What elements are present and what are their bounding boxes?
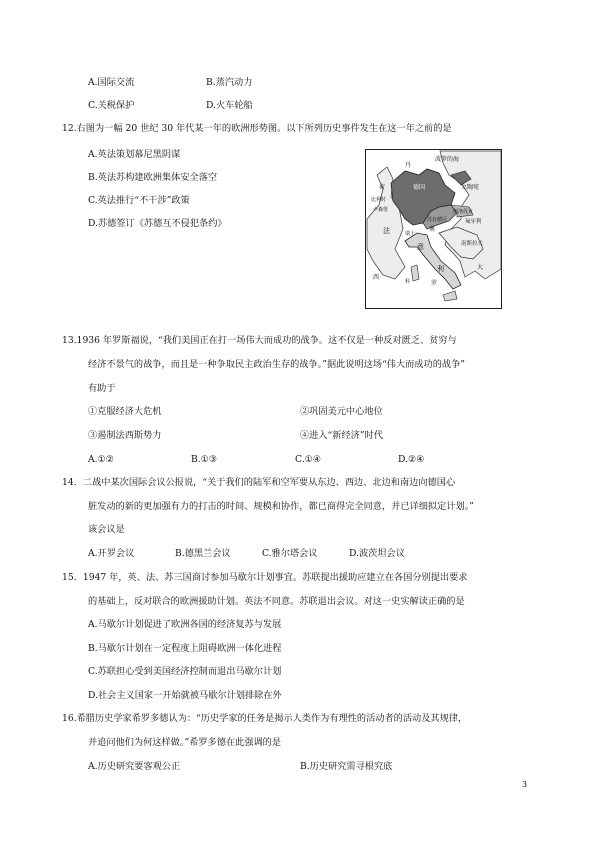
q11-option-c: C.关税保护 xyxy=(88,100,135,111)
q13-option-d: D.②④ xyxy=(398,454,425,465)
q16-stem-line1: 16.希腊历史学家希罗多德认为：“历史学家的任务是揭示人类作为有理性的活动者的活动及其规律， xyxy=(62,713,468,724)
q15-option-d: D.社会主义国家一开始就被马歇尔计划排除在外 xyxy=(88,690,282,701)
q13-item-4: ④进入“新经济”时代 xyxy=(300,430,383,441)
q13-option-c: C.①④ xyxy=(295,454,322,465)
q13-stem-line2: 经济不景气的战争，而且是一种争取民主政治生存的战争。”据此说明这场“伟大而成功的战争” xyxy=(88,359,465,370)
q12-option-d: D.苏德签订《苏德互不侵犯条约》 xyxy=(88,218,227,229)
map-label-france: 法 xyxy=(383,227,390,235)
q14-option-a: A.开罗会议 xyxy=(88,548,135,559)
q12-stem: 12.右图为一幅 20 世纪 30 年代某一年的欧洲形势图。以下所列历史事件发生在这一年之前的是 xyxy=(62,123,452,134)
q15-option-b: B.马歇尔计划在一定程度上阻碍欧洲一体化进程 xyxy=(88,643,282,654)
q12-option-b: B.英法苏构建欧洲集体安全落空 xyxy=(88,172,218,183)
q13-stem-line1: 13.1936 年罗斯福说，“我们美国正在打一场伟大而成功的战争。这不仅是一种反对匮乏、贫穷与 xyxy=(62,335,457,346)
map-label-germany: 德国 xyxy=(413,184,426,191)
map-label-corsica: 科 xyxy=(405,279,411,285)
map-label-holland: 荷 xyxy=(379,184,386,191)
map-label-soviet: 波罗的海 xyxy=(435,156,460,163)
map-label-belgium: 比利时 xyxy=(371,197,387,203)
q12-option-a: A.英法策划慕尼黑阴谋 xyxy=(88,149,181,160)
map-label-luxembourg: 卢森堡 xyxy=(373,207,389,213)
q16-option-a: A.历史研究要客观公正 xyxy=(88,761,181,772)
map-label-italy-1: 意 xyxy=(417,243,424,251)
map-label-switzerland: 瑞士 xyxy=(405,231,416,237)
q11-option-b: B.蒸汽动力 xyxy=(206,77,253,88)
q14-option-b: B.德黑兰会议 xyxy=(175,548,231,559)
q15-option-c: C.苏联担心受到美国经济控制而退出马歇尔计划 xyxy=(88,666,282,677)
q14-stem-line1: 14．二战中某次国际会议公报说，“关于我们的陆军和空军要从东边、西边、北边和南边向德国心 xyxy=(62,477,456,488)
q16-stem-line2: 并追问他们为何这样做。”希罗多德在此强调的是 xyxy=(88,737,282,748)
page-number: 3 xyxy=(522,780,528,789)
q11-option-d: D.火车轮船 xyxy=(206,100,253,111)
q13-item-1: ①克服经济大危机 xyxy=(88,406,162,417)
map-label-lithuania: 立陶宛 xyxy=(461,184,480,191)
map-label-italy-2: 大 xyxy=(477,264,484,271)
map-label-yugoslavia: 南斯拉夫 xyxy=(461,241,484,247)
q14-option-c: C.雅尔塔会议 xyxy=(262,548,318,559)
map-label-romania: 罗 xyxy=(431,280,438,287)
q13-option-b: B.①③ xyxy=(191,454,218,465)
q11-option-a: A.国际交流 xyxy=(88,77,135,88)
q13-item-3: ③遏制法西斯势力 xyxy=(88,430,162,441)
q13-option-a: A.①② xyxy=(88,454,115,465)
map-label-czech: 苏台德区 xyxy=(427,217,448,223)
q14-stem-line3: 该会议是 xyxy=(88,524,125,535)
map-label-slovakia: 斯洛伐克 xyxy=(453,209,474,215)
q15-option-a: A.马歇尔计划促进了欧洲各国的经济复苏与发展 xyxy=(88,619,282,630)
map-label-spain: 西 xyxy=(373,274,380,281)
q16-option-b: B.历史研究需寻根究底 xyxy=(300,761,393,772)
map-label-hungary: 匈牙利 xyxy=(465,219,482,225)
q13-stem-line3: 有助于 xyxy=(88,383,116,394)
europe-map xyxy=(365,149,502,309)
q15-stem-line1: 15．1947 年，英、法、苏三国商讨参加马歇尔计划事宜。苏联提出援助应建立在各国分别提出要求 xyxy=(62,572,468,583)
map-label-italy-3: 利 xyxy=(437,265,444,273)
q15-stem-line2: 的基础上，反对联合的欧洲援助计划。英法不同意。苏联退出会议。对这一史实解读正确的是 xyxy=(88,596,465,607)
q12-option-c: C.英法推行“不干涉”政策 xyxy=(88,195,190,206)
q14-option-d: D.波茨坦会议 xyxy=(349,548,405,559)
map-label-austria: 奥 xyxy=(429,226,436,233)
map-label-denmark: 丹 xyxy=(405,162,412,169)
q14-stem-line2: 脏发动的新的更加强有力的打击的时间、规模和协作，都已商得完全同意，并已详细拟定计划。” xyxy=(88,501,474,512)
q13-item-2: ②巩固美元中心地位 xyxy=(300,406,383,417)
